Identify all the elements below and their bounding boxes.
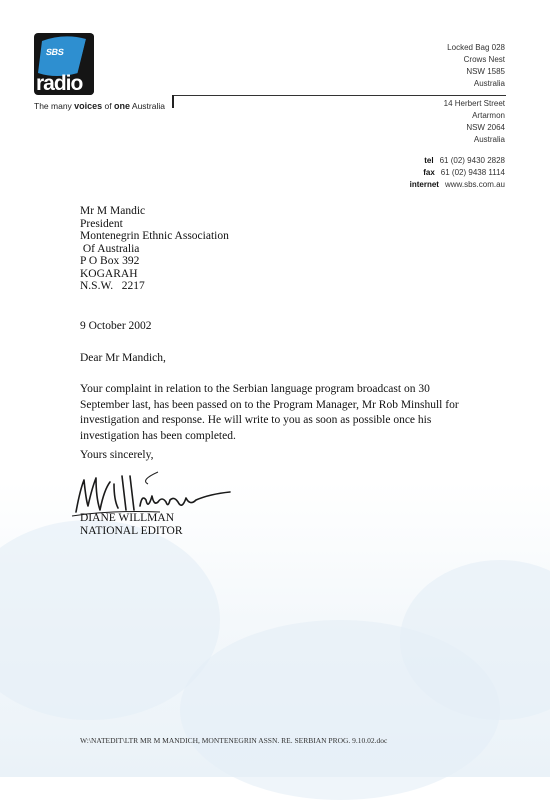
address-line: Australia — [473, 135, 505, 144]
salutation: Dear Mr Mandich, — [80, 352, 166, 364]
postal-address — [447, 42, 505, 90]
signatory-title: NATIONAL EDITOR — [80, 525, 183, 537]
body-line: investigation has been completed. — [80, 429, 236, 442]
recipient-line: Montenegrin Ethnic Association — [80, 230, 229, 242]
tagline-divider — [172, 95, 174, 108]
file-reference: W:\NATEDIT\LTR MR M MANDICH, MONTENEGRIN ASSN. RE. SERBIAN PROG. 9.10.02.doc — [80, 736, 388, 745]
web-line: internet www.sbs.com.au — [409, 180, 505, 189]
tel-line: tel 61 (02) 9430 2828 — [424, 156, 505, 165]
recipient-line: KOGARAH — [80, 267, 138, 280]
recipient-line: Of Australia — [80, 242, 140, 255]
signatory-name: DIANE WILLMAN — [80, 512, 175, 524]
fax-line: fax 61 (02) 9438 1114 — [423, 168, 505, 177]
address-line: Australia — [473, 79, 505, 88]
recipient-line: President — [80, 217, 123, 230]
address-line: Locked Bag 028 — [447, 43, 505, 52]
recipient-line: N.S.W. 2217 — [80, 280, 145, 292]
letter-date: 9 October 2002 — [80, 320, 152, 332]
logo-sbs-text: SBS — [45, 47, 65, 57]
closing: Yours sincerely, — [80, 449, 154, 461]
address-line: Artarmon — [472, 111, 505, 120]
address-line: NSW 2064 — [466, 123, 505, 132]
logo-radio-text: radio — [36, 72, 83, 95]
contact-details — [410, 155, 505, 191]
street-address — [444, 98, 505, 146]
address-line: Crows Nest — [463, 55, 505, 64]
recipient-block — [80, 205, 229, 293]
body-line: investigation and response. He will write to you as soon as possible once his — [80, 414, 432, 426]
tagline: The many voices of one Australia — [34, 101, 165, 111]
body-line: Your complaint in relation to the Serbian language program broadcast on 30 — [80, 383, 430, 395]
header-rule — [174, 95, 506, 96]
recipient-line: Mr M Mandic — [80, 205, 146, 217]
body-line: September last, has been passed on to the Program Manager, Mr Rob Minshull for — [80, 398, 459, 411]
recipient-line: P O Box 392 — [80, 255, 140, 267]
address-line: NSW 1585 — [466, 67, 505, 76]
letter-body — [80, 382, 460, 444]
address-line: 14 Herbert Street — [443, 99, 505, 108]
